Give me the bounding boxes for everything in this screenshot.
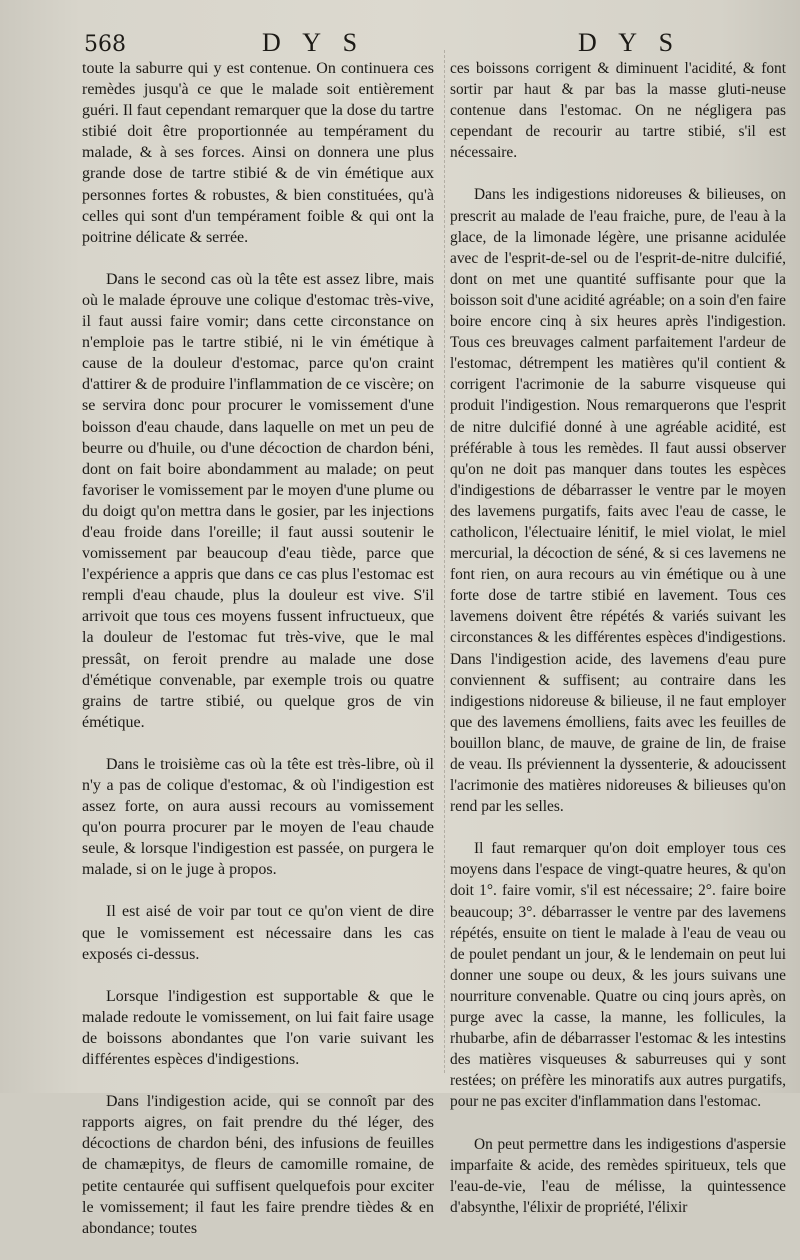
paragraph: Dans le troisième cas où la tête est très-libre, où il n'y a pas de colique d'estomac, & où l'indigestion est assez forte, on aura aussi recours au vomissement qu'on pourra procurer par le moyen de l'eau chaude seule, & lorsque l'indigestion est passée, on purgera le malade, si on le juge à propos. — [82, 755, 434, 879]
paragraph: Il faut remarquer qu'on doit employer tous ces moyens dans l'espace de vingt-quatre heures, & qu'on doit 1°. faire vomir, s'il est nécessaire; 2°. faire boire beaucoup; 3°. débarrasser le ventre par des lavemens répétés, ensuite on tient le malade à l'eau de veau ou de poulet pendant un jour, & le lendemain on peut lui donner une soupe ou deux, & les jours suivans une nourriture convenable. Quatre ou cinq jours après, on purge avec la casse, la manne, les follicules, la rhubarbe, afin de débarrasser l'estomac & les intestins des matières visqueuses & saburreuses qui y sont restées; on préfère les minoratifs aux autres purgatifs, pour ne pas exciter d'inflammation dans l'estomac. — [450, 840, 786, 1111]
running-head-right: D Y S — [578, 28, 682, 57]
paragraph: Dans les indigestions nidoreuses & bilieuses, on prescrit au malade de l'eau fraiche, pure, de l'eau à la glace, de la limonade légère, une prisanne acidulée avec de l'esprit-de-sel ou de l'esprit-de-nitre dulcifié, dont on met une quantité suffisante pour que la boisson soit d'une acidité agréable; on a soin d'en faire boire encore cinq à six heures après l'indigestion. Tous ces breuvages calment parfaitement l'ardeur de l'estomac, détrempent les matières qu'il contient & corrigent l'acrimonie de la saburre visqueuse qui produit l'indigestion. Nous remarquerons que l'esprit de nitre dulcifié donné à une agréable acidité, est préférable à tous les remèdes. Il faut aussi observer qu'on ne doit pas manquer dans toutes les espèces d'indigestions de débarrasser le ventre par le moyen des lavemens purgatifs, faits avec l'eau de casse, le catholicon, l'électuaire lénitif, le miel violat, le miel mercurial, la décoction de séné, & si ces lavemens ne font rien, on aura recours au vin émétique ou à une forte dose de tartre stibié en lavement. Tous ces lavemens doivent être répétés & variés suivant les circonstances & les différentes espèces d'indigestions. Dans l'indigestion acide, des lavemens d'eau pure conviennent & suffisent; au contraire dans les indigestions nidoreuse & bilieuse, il ne faut employer que des lavemens émolliens, faits avec les feuilles de bouillon blanc, de mauve, de graine de lin, de fraise de veau. Ils préviennent la dyssenterie, & adoucissent l'acrimonie des matières nidoreuses & bilieuses qu'on rend par les selles. — [450, 186, 786, 816]
page-number: 568 — [84, 32, 126, 57]
paragraph: On peut permettre dans les indigestions d'aspersie imparfaite & acide, des remèdes spiritueux, tels que l'eau-de-vie, l'eau de mélisse, la quintessence d'absynthe, l'élixir de propriété, l'élixir — [450, 1135, 786, 1216]
running-head-left: D Y S — [262, 28, 366, 57]
paragraph: toute la saburre qui y est contenue. On continuera ces remèdes jusqu'à ce que le malade soit entièrement guéri. Il faut cependant remarquer que la dose du tartre stibié doit être proportionnée au tempérament du malade, & à ses forces. Ainsi on donnera une plus grande dose de tartre stibié & de vin émétique aux personnes fortes & robustes, & bien constituées, qu'à celles qui sont d'un tempérament foible & qui ont la poitrine délicate & serrée. — [82, 60, 434, 246]
left-column — [82, 58, 434, 1260]
right-column — [450, 58, 786, 1239]
paragraph: Lorsque l'indigestion est supportable & que le malade redoute le vomissement, on lui fait faire usage de boissons abondantes que l'on varie suivant les différentes espèces d'indigestions. — [82, 987, 434, 1069]
paragraph: Il est aisé de voir par tout ce qu'on vient de dire que le vomissement est nécessaire dans les cas exposés ci-dessus. — [82, 903, 434, 963]
paragraph: Dans l'indigestion acide, qui se connoît par des rapports aigres, on fait prendre du thé léger, des décoctions de chardon béni, des infusions de feuilles de chamæpitys, de fleurs de camomille romaine, de petite centaurée qui suffisent quelquefois pour exciter le vomissement; il faut les faire prendre tièdes & en abondance; toutes — [82, 1093, 434, 1237]
paragraph: ces boissons corrigent & diminuent l'acidité, & font sortir par haut & par bas la masse gluti-neuse contenue dans l'estomac. On ne négligera pas cependant de recourir au tartre stibié, s'il est nécessaire. — [450, 60, 786, 162]
column-divider — [444, 50, 445, 1073]
paragraph: Dans le second cas où la tête est assez libre, mais où le malade éprouve une colique d'estomac très-vive, il faut aussi faire vomir; dans cette circonstance on n'emploie pas le tartre stibié, ni le vin émétique à cause de la douleur d'estomac, parce qu'on craint d'attirer & de produire l'inflammation de ce viscère; on se servira donc pour procurer le vomissement d'une boisson d'eau chaude, dans laquelle on met un peu de beurre ou d'huile, ou d'une décoction de chardon béni, dont on fait boire abondamment au malade; on peut favoriser le vomissement par le moyen d'une plume ou du doigt qu'on mettra dans le gosier, par les injections d'eau froide dans l'oreille; il faut aussi soutenir le vomissement par beaucoup d'eau tiède, parce que l'expérience a appris que dans ce cas plus l'estomac est rempli d'eau chaude, plus la douleur est vive. S'il arrivoit que tous ces moyens fussent infructueux, que la douleur de l'estomac fut très-vive, que le mal pressât, on feroit prendre au malade une dose d'émétique convenable, par exemple trois ou quatre grains de tartre stibié, ou quelque gros de vin émétique. — [82, 270, 434, 731]
page-header — [0, 26, 800, 58]
